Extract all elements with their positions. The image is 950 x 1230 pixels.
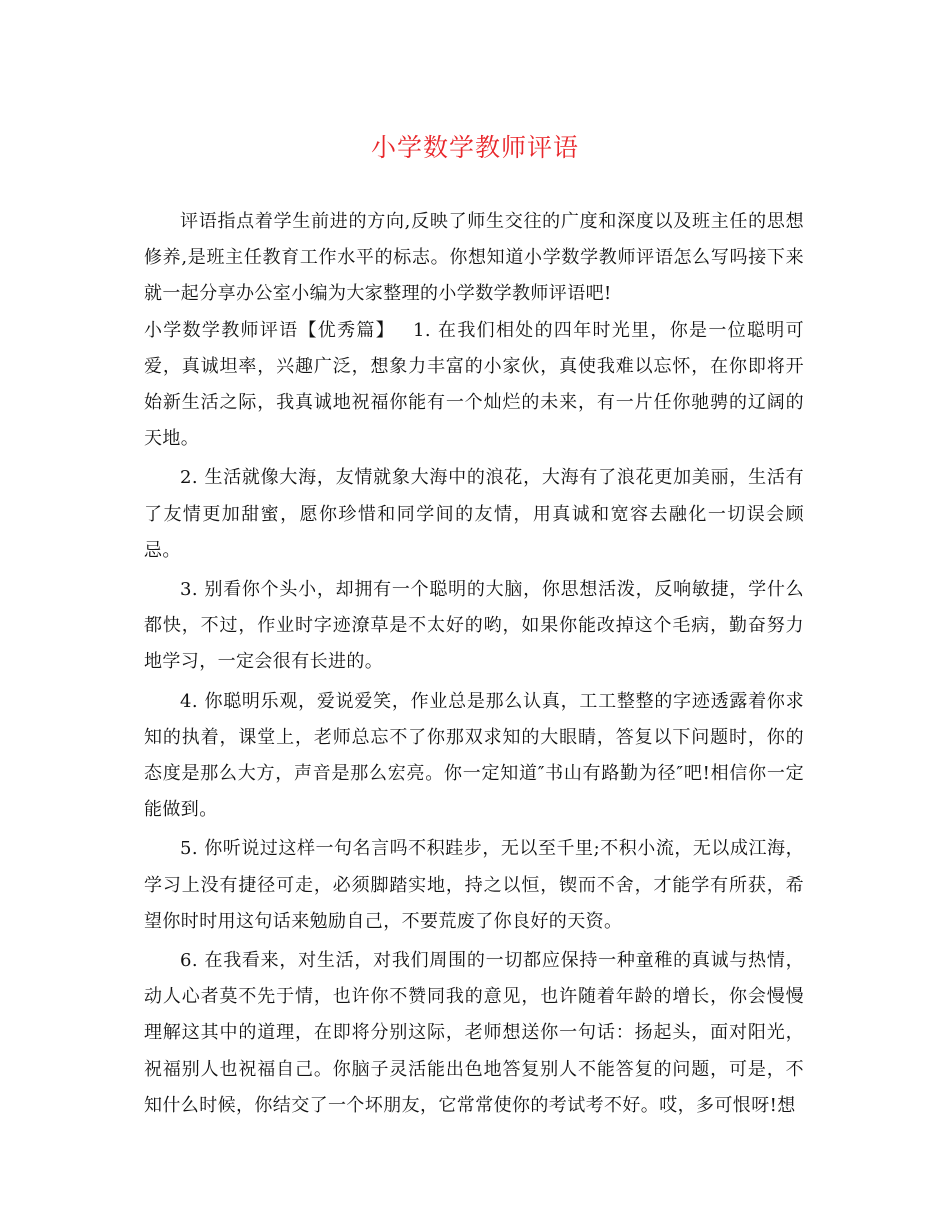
intro-paragraph: 评语指点着学生前进的方向,反映了师生交往的广度和深度以及班主任的思想修养,是班主任教育工作水平的标志。你想知道小学数学教师评语怎么写吗接下来就一起分享办公室小编为大家整理的小学数学教师评语吧! [144,211,804,305]
item-1: 1. 在我们相处的四年时光里，你是一位聪明可爱，真诚坦率，兴趣广泛，想象力丰富的小家伙，真使我难以忘怀，在你即将开始新生活之际，我真诚地祝福你能有一个灿烂的未来，有一片任你驰骋的辽阔的天地。 [144,319,804,450]
document-title: 小学数学教师评语 [370,133,579,162]
item-4: 4. 你聪明乐观，爱说爱笑，作业总是那么认真，工工整整的字迹透露着你求知的执着，课堂上，老师总忘不了你那双求知的大眼睛，答复以下问题时，你的态度是那么大方，声音是那么宏亮。你一定知道″书山有路勤为径″吧!相信你一定能做到。 [144,690,804,821]
section-heading: 小学数学教师评语【优秀篇】 [144,319,396,341]
item-2: 2. 生活就像大海，友情就象大海中的浪花，大海有了浪花更加美丽，生活有了友情更加甜蜜，愿你珍惜和同学间的友情，用真诚和宽容去融化一切误会顾忌。 [144,467,804,561]
item-5: 5. 你听说过这样一句名言吗不积跬步，无以至千里;不积小流，无以成江海，学习上没有捷径可走，必须脚踏实地，持之以恒，锲而不舍，才能学有所获，希望你时时用这句话来勉励自己，不要荒废了你良好的天资。 [144,838,804,932]
item-3: 3. 别看你个头小，却拥有一个聪明的大脑，你思想活泼，反响敏捷，学什么都快，不过，作业时字迹潦草是不太好的哟，如果你能改掉这个毛病，勤奋努力地学习，一定会很有长进的。 [144,579,804,673]
section-paragraph [144,313,804,458]
document-body [144,204,804,1124]
item-6: 6. 在我看来，对生活，对我们周围的一切都应保持一种童稚的真诚与热情，动人心者莫不先于情，也许你不赞同我的意见，也许随着年龄的增长，你会慢慢理解这其中的道理，在即将分别这际，老师想送你一句话：扬起头，面对阳光，祝福别人也祝福自己。你脑子灵活能出色地答复别人不能答复的问题，可是，不知什么时候，你结交了一个坏朋友，它常常使你的考试考不好。哎，多可恨呀!想 [144,950,804,1116]
